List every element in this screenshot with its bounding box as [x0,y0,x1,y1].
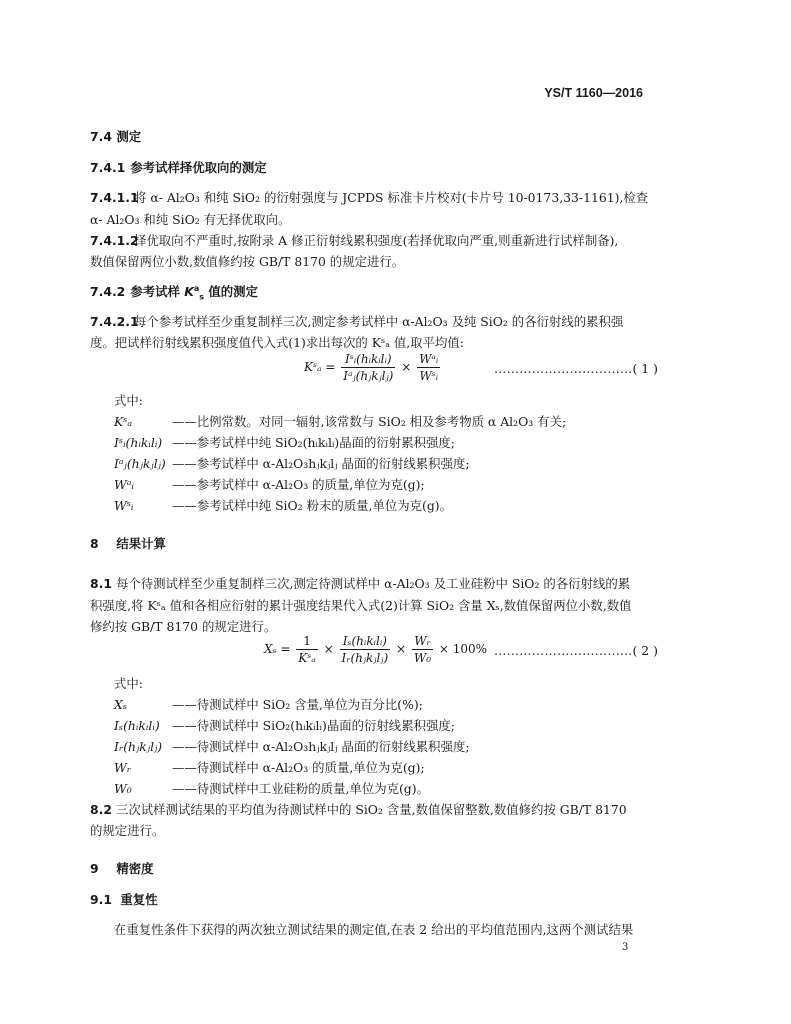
where-label-2: 式中: [114,676,143,691]
formula-1 [304,352,442,383]
times-sign: × [401,360,412,374]
where-item [114,475,425,493]
clause-number: 7.4.2.1 [90,314,139,329]
description: ——比例常数。对同一辐射,该常数与 SiO₂ 相及参考物质 α Al₂O₃ 有关; [172,414,567,429]
equation-number-1 [494,361,658,376]
clause-7-4-1-2-line1 [90,231,618,249]
heading-7-4-1 [90,158,267,176]
formula-lhs: Kˢₐ = [304,360,336,374]
clause-number: 7.4.1.2 [90,233,139,248]
numerator: Wᵃᵢ [419,352,439,366]
clause-8-1-line3: 修约按 GB/T 8170 的规定进行。 [90,619,277,634]
clause-text: 每个参考试样至少重复制样三次,测定参考试样中 α-Al₂O₃ 及纯 SiO₂ 的各衍射线的累积强 [134,314,624,329]
where-label-1: 式中: [114,393,143,408]
page-number: 3 [622,942,629,953]
symbol: W₀ [114,781,132,796]
symbol: Wᵣ [114,760,132,775]
where-item [114,716,455,734]
heading-title: 重复性 [120,892,158,907]
heading-title-post: 值的测定 [204,284,258,299]
denominator: W₀ [413,651,432,665]
heading-symbol-sub: s [199,292,204,302]
formula-fraction-mass [417,352,440,383]
clause-8-1-line1 [90,574,630,592]
heading-8 [90,534,166,552]
numerator: 1 [296,634,318,650]
symbol: Iᵃⱼ(hⱼkⱼlⱼ) [114,456,166,471]
where-item [114,433,455,451]
where-item [114,454,470,472]
clause-8-2-line2: 的规定进行。 [90,823,165,838]
clause-text: 将 α- Al₂O₃ 和纯 SiO₂ 的衍射强度与 JCPDS 标准卡片校对(卡片号 10-0173,33-1161),检查 [134,190,649,205]
numerator: Wᵣ [412,634,433,650]
clause-7-4-2-1-line1 [90,312,623,330]
symbol: Iˢᵢ(hᵢkᵢlᵢ) [114,435,163,450]
where-item [114,779,429,797]
formula-fraction-constant [296,634,318,665]
description: ——待测试样中 α-Al₂O₃ 的质量,单位为克(g); [172,760,425,775]
numerator: Iˢᵢ(hᵢkᵢlᵢ) [341,352,395,368]
where-item [114,758,425,776]
symbol: Xₛ [114,697,127,712]
symbol: Wˢᵢ [114,498,134,513]
heading-7-4-2 [90,282,258,300]
formula-fraction-mass [412,634,433,665]
denominator: Iᵣ(hⱼkⱼlⱼ) [341,651,389,665]
heading-number: 7.4.1 [90,160,126,175]
where-item [114,695,423,713]
symbol: Kˢₐ [114,414,133,429]
clause-7-4-1-2-line2: 数值保留两位小数,数值修约按 GB/T 8170 的规定进行。 [90,254,405,269]
formula-fraction-intensity [340,634,391,665]
denominator: Kˢₐ [298,651,316,665]
formula-2 [264,634,487,665]
times-sign: × [323,642,334,656]
formula-lhs: Xₛ = [264,642,291,656]
where-item [114,737,470,755]
heading-title: 精密度 [116,861,154,876]
clause-text: 每个待测试样至少重复制样三次,测定待测试样中 α-Al₂O₃ 及工业硅粉中 SiO₂ 的各衍射线的累 [116,576,631,591]
heading-title: 测定 [116,129,142,144]
description: ——参考试样中 α-Al₂O₃hⱼkⱼlⱼ 晶面的衍射线累积强度; [172,456,470,471]
clause-text: 三次试样测试结果的平均值为待测试样中的 SiO₂ 含量,数值保留整数,数值修约按 GB/T 8170 [116,802,627,817]
heading-7-4 [90,127,141,145]
heading-title-pre: 参考试样 [130,284,185,299]
where-item [114,496,452,514]
symbol: Wᵃᵢ [114,477,134,492]
standard-number: YS/T 1160—2016 [544,86,643,100]
leader-dots: …………………………… [494,361,633,376]
eq-label: ( 1 ) [632,361,658,376]
clause-number: 7.4.1.1 [90,190,139,205]
heading-title: 参考试样择优取向的测定 [130,160,267,175]
heading-number: 8 [90,536,99,551]
heading-9 [90,859,154,877]
heading-symbol-sup: a [193,283,200,293]
clause-8-2-line1 [90,800,627,818]
heading-number: 7.4.2 [90,284,126,299]
description: ——参考试样中纯 SiO₂ 粉末的质量,单位为克(g)。 [172,498,453,513]
description: ——待测试样中 SiO₂(hᵢkᵢlᵢ)晶面的衍射线累积强度; [172,718,455,733]
clause-7-4-1-1-line2: α- Al₂O₃ 和纯 SiO₂ 有无择优取向。 [90,212,291,227]
numerator: Iₛ(hᵢkᵢlᵢ) [340,634,391,650]
leader-dots: …………………………… [494,643,633,658]
description: ——参考试样中 α-Al₂O₃ 的质量,单位为克(g); [172,477,425,492]
heading-number: 9.1 [90,892,112,907]
description: ——待测试样中 SiO₂ 含量,单位为百分比(%); [172,697,423,712]
paragraph-9-1: 在重复性条件下获得的两次独立测试结果的测定值,在表 2 给出的平均值范围内,这两个测试结果 [114,922,634,937]
denominator: Iᵃⱼ(hⱼkⱼlⱼ) [343,369,394,383]
clause-7-4-1-1-line1 [90,188,648,206]
description: ——待测试样中工业硅粉的质量,单位为克(g)。 [172,781,429,796]
heading-number: 7.4 [90,129,112,144]
description: ——待测试样中 α-Al₂O₃hⱼkⱼlⱼ 晶面的衍射线累积强度; [172,739,470,754]
formula-fraction-intensity [341,352,395,383]
denominator: Wˢᵢ [419,369,439,383]
clause-8-1-line2: 积强度,将 Kˢₐ 值和各相应衍射的累计强度结果代入式(2)计算 SiO₂ 含量 Xₛ,数值保留两位小数,数值 [90,598,632,613]
heading-symbol: K [184,284,194,299]
heading-number: 9 [90,861,99,876]
heading-title: 结果计算 [116,536,166,551]
where-item [114,412,566,430]
clause-number: 8.1 [90,576,112,591]
percent-factor: × 100% [438,642,488,656]
clause-text: 择优取向不严重时,按附录 A 修正衍射线累积强度(若择优取向严重,则重新进行试样制备), [134,233,619,248]
symbol: Iₛ(hᵢkᵢlᵢ) [114,718,160,733]
description: ——参考试样中纯 SiO₂(hᵢkᵢlᵢ)晶面的衍射累积强度; [172,435,455,450]
equation-number-2 [494,643,658,658]
heading-9-1 [90,890,158,908]
symbol: Iᵣ(hⱼkⱼlⱼ) [114,739,163,754]
eq-label: ( 2 ) [632,643,658,658]
clause-7-4-2-1-line2: 度。把试样衍射线累积强度值代入式(1)求出每次的 Kˢₐ 值,取平均值: [90,335,464,350]
times-sign: × [395,642,407,656]
clause-number: 8.2 [90,802,112,817]
